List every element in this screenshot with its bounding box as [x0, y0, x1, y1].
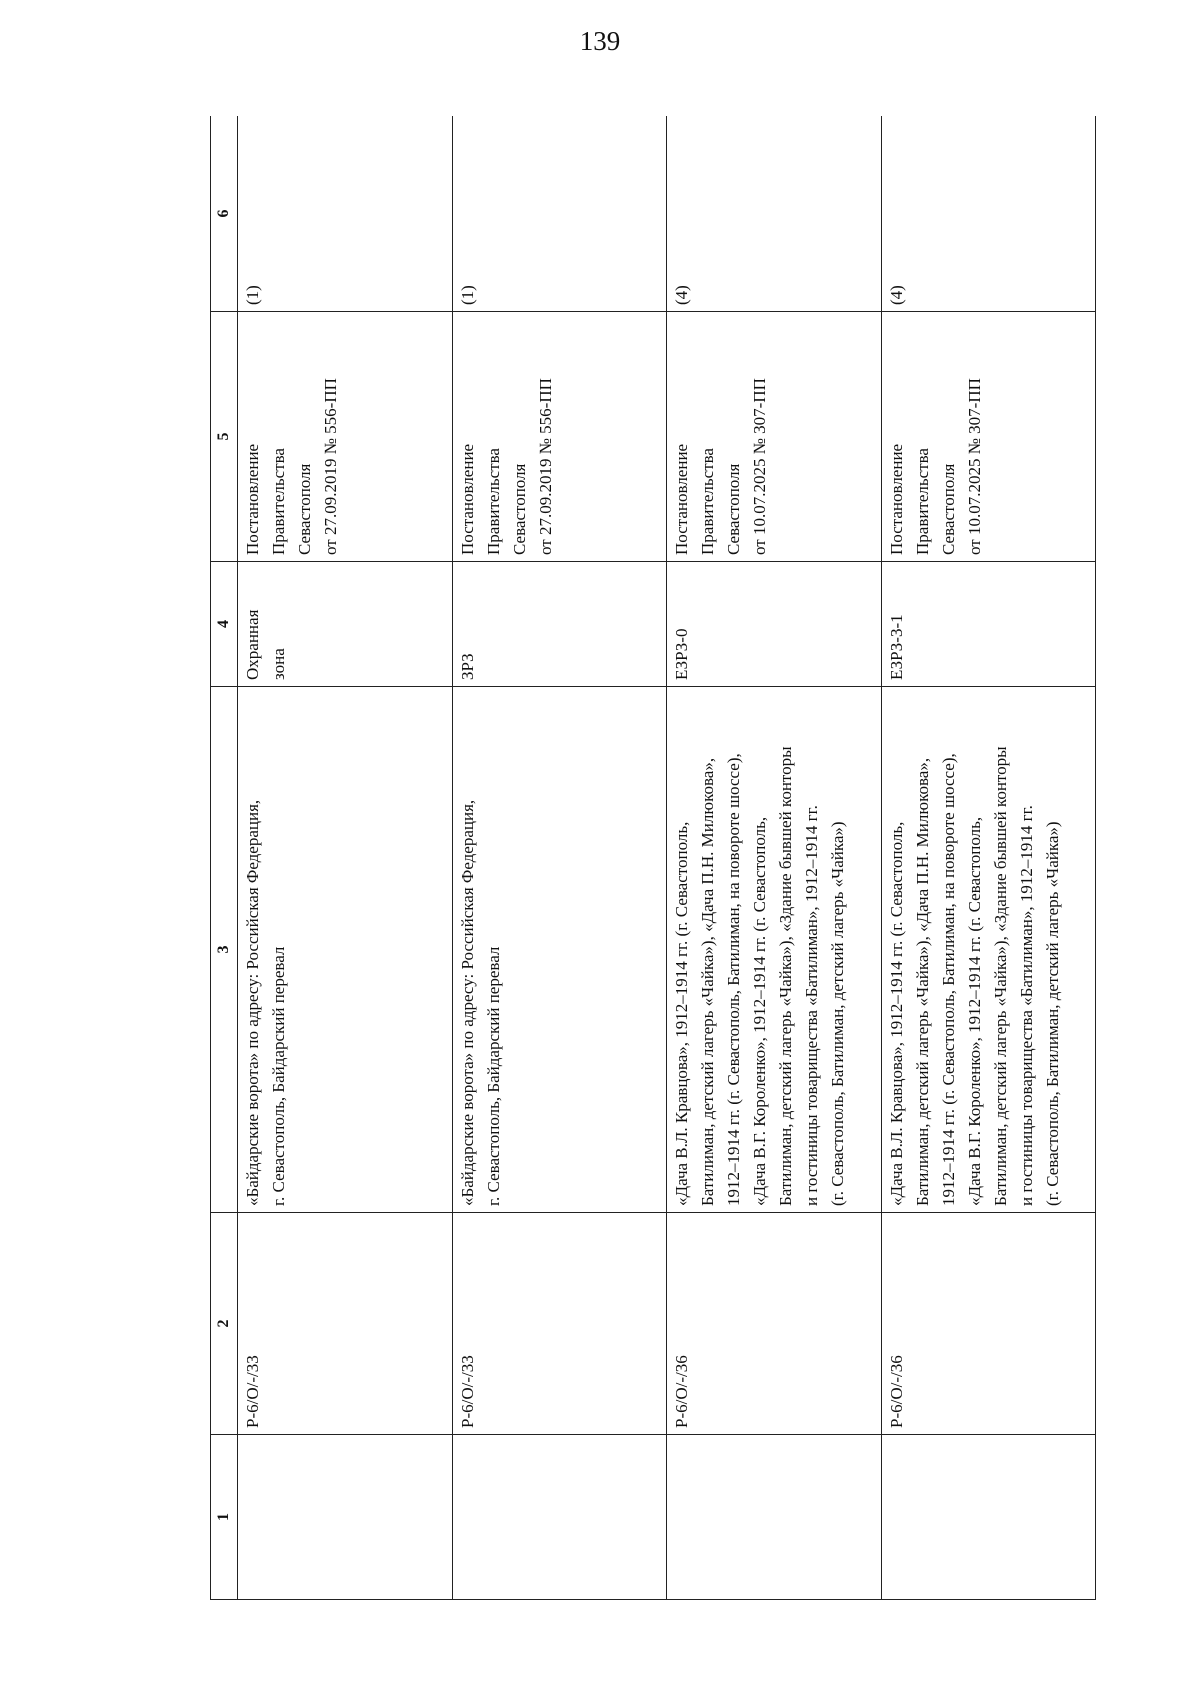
cell-note — [238, 116, 453, 312]
table-row — [881, 116, 1096, 1600]
cell-col1 — [238, 1435, 453, 1600]
legal-document: Постановление Правительства Севастополя от 10.07.2025 № 307-ПП — [672, 378, 769, 555]
document-table — [210, 116, 1096, 1600]
cell-code — [452, 1213, 667, 1435]
table-rotator — [210, 116, 1096, 1600]
cell-note — [452, 116, 667, 312]
page-number: 139 — [579, 26, 621, 56]
cell-code — [667, 1213, 882, 1435]
zone-type: Охранная зона — [243, 609, 288, 680]
cell-object — [452, 687, 667, 1213]
cell-zone — [667, 562, 882, 687]
cell-code — [881, 1213, 1096, 1435]
cell-document — [881, 312, 1096, 562]
header-col-2: 2 — [211, 1213, 238, 1435]
cell-col1 — [667, 1435, 882, 1600]
cell-document — [238, 312, 453, 562]
cell-object — [881, 687, 1096, 1213]
header-col-5: 5 — [211, 312, 238, 562]
object-description: «Дача В.Л. Кравцова», 1912–1914 гг. (г. Севастополь, Батилиман, детский лагерь «Чайка»), «Дача П.Н. Милюкова», 1912–1914 гг. (г. Севастополь, Батилиман, на повороте шоссе), «Дача В.Г. Короленко», 1912–1914 гг. (г. Севастополь, Батилиман, детский лагерь «Чайка»), «Здание бывшей конторы и гостиницы товарищества «Батилиман», 1912–1914 гг. (г. Севастополь, Батилиман, детский лагерь «Чайка») — [886, 746, 1062, 1206]
cell-object — [667, 687, 882, 1213]
header-col-1: 1 — [211, 1435, 238, 1600]
cell-document — [452, 312, 667, 562]
object-description: «Байдарские ворота» по адресу: Российская Федерация, г. Севастополь, Байдарский перевал — [243, 799, 288, 1206]
object-code: Р-6/О/-/33 — [243, 1355, 262, 1428]
note-ref: (4) — [886, 285, 906, 305]
note-ref: (1) — [243, 285, 262, 305]
cell-note — [667, 116, 882, 312]
cell-document — [667, 312, 882, 562]
table-row — [238, 116, 453, 1600]
header-row — [211, 116, 238, 1600]
zone-type: ЕЗРЗ-0 — [672, 628, 691, 680]
legal-document: Постановление Правительства Севастополя от 27.09.2019 № 556-ПП — [243, 378, 340, 555]
cell-zone — [452, 562, 667, 687]
object-code: Р-6/О/-/33 — [457, 1355, 477, 1428]
cell-note — [881, 116, 1096, 312]
cell-zone — [881, 562, 1096, 687]
cell-object — [238, 687, 453, 1213]
legal-document: Постановление Правительства Севастополя от 27.09.2019 № 556-ПП — [457, 378, 555, 555]
object-code: Р-6/О/-/36 — [886, 1355, 906, 1428]
cell-code — [238, 1213, 453, 1435]
header-col-6: 6 — [211, 116, 238, 312]
note-ref: (4) — [672, 285, 691, 305]
zone-type: ЗРЗ — [457, 653, 477, 680]
note-ref: (1) — [457, 285, 477, 305]
object-code: Р-6/О/-/36 — [672, 1355, 691, 1428]
object-description: «Байдарские ворота» по адресу: Российская Федерация, г. Севастополь, Байдарский перевал — [457, 799, 503, 1206]
table-row — [667, 116, 882, 1600]
legal-document: Постановление Правительства Севастополя от 10.07.2025 № 307-ПП — [886, 378, 984, 555]
cell-col1 — [452, 1435, 667, 1600]
rotated-table-container — [210, 116, 1096, 1600]
cell-zone — [238, 562, 453, 687]
object-description: «Дача В.Л. Кравцова», 1912–1914 гг. (г. Севастополь, Батилиман, детский лагерь «Чайка»), «Дача П.Н. Милюкова», 1912–1914 гг. (г. Севастополь, Батилиман, на повороте шоссе), «Дача В.Г. Короленко», 1912–1914 гг. (г. Севастополь, Батилиман, детский лагерь «Чайка»), «Здание бывшей конторы и гостиницы товарищества «Батилиман», 1912–1914 гг. (г. Севастополь, Батилиман, детский лагерь «Чайка») — [672, 746, 847, 1206]
cell-col1 — [881, 1435, 1096, 1600]
header-col-4: 4 — [211, 562, 238, 687]
table-row — [452, 116, 667, 1600]
zone-type: ЕЗРЗ-3-1 — [886, 614, 906, 680]
header-col-3: 3 — [211, 687, 238, 1213]
